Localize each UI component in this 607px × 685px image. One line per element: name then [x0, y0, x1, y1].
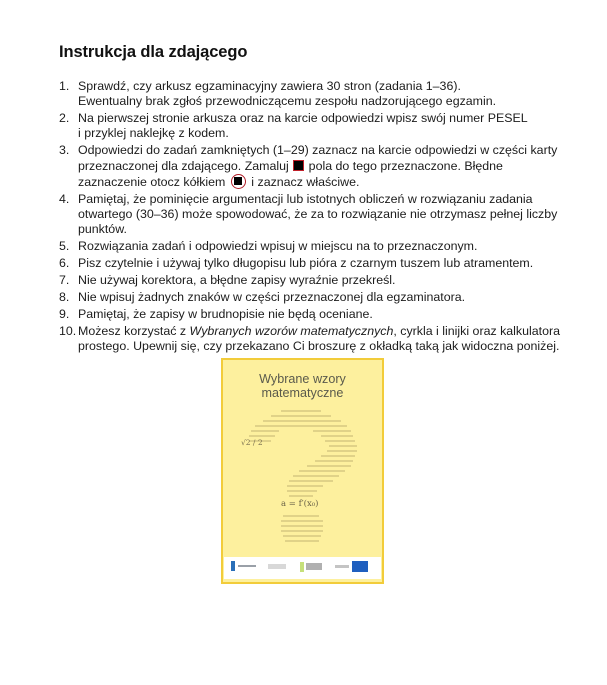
question-mark-formula-art: [241, 403, 366, 553]
instruction-item: [59, 307, 559, 322]
item-text: Pamiętaj, że pominięcie argumentacji lub istotnych obliczeń w rozwiązaniu zadania: [78, 191, 533, 206]
item-text: Możesz korzystać z: [78, 323, 190, 338]
instruction-item: [59, 79, 559, 110]
instruction-item: [59, 324, 559, 355]
instruction-item: [59, 111, 559, 142]
item-text: Na pierwszej stronie arkusza oraz na karcie odpowiedzi wpisz swój numer PESEL: [78, 111, 528, 126]
instruction-item: [59, 256, 559, 271]
item-text: i zaznacz właściwe.: [251, 174, 360, 189]
item-text: punktów.: [78, 222, 127, 237]
eu-flag-icon: [352, 561, 368, 572]
item-text: Ewentualny brak zgłoś przewodniczącemu zespołu nadzorującego egzamin.: [78, 94, 497, 109]
item-number: 4.: [59, 191, 70, 206]
logo-text-mark: [238, 565, 256, 567]
item-text: pola do tego przeznaczone. Błędne: [308, 158, 503, 173]
formula-frac: √2 / 2: [241, 438, 263, 447]
item-text: , cyrkla i linijki oraz kalkulatora: [393, 323, 561, 338]
filled-square-icon: [293, 160, 304, 171]
instruction-list: [59, 79, 559, 356]
item-number: 5.: [59, 239, 70, 254]
item-text: otwartego (30–36) może spowodować, że za to rozwiązanie nie otrzymasz pełnej liczby: [78, 207, 558, 222]
instruction-item: [59, 239, 559, 254]
circled-square-icon: [231, 174, 246, 189]
booklet-title-line: Wybrane wzory: [259, 372, 346, 386]
item-text: Nie używaj korektora, a błędne zapisy wyraźnie przekreśl.: [78, 273, 396, 288]
item-number: 10.: [59, 323, 77, 338]
instruction-item: [59, 192, 559, 238]
item-text: Odpowiedzi do zadań zamkniętych (1–29) zaznacz na karcie odpowiedzi w części karty: [78, 143, 558, 158]
item-text: zaznaczenie otocz kółkiem: [78, 174, 226, 189]
booklet-title-line: matematyczne: [261, 385, 344, 400]
item-text: Rozwiązania zadań i odpowiedzi wpisuj w miejscu na to przeznaczonym.: [78, 239, 478, 254]
logo-text-mark: [306, 563, 322, 570]
item-text: przeznaczonej dla zdającego. Zamaluj: [78, 158, 289, 173]
booklet-title: [223, 373, 382, 400]
logo-icon: [300, 562, 304, 572]
formula-scribbles: [249, 411, 357, 541]
item-number: 9.: [59, 306, 70, 321]
page-title: Instrukcja dla zdającego: [59, 43, 248, 61]
formula-booklet-cover: [221, 358, 384, 584]
logo-icon: [231, 561, 235, 571]
item-number: 2.: [59, 111, 70, 126]
item-text: Pamiętaj, że zapisy w brudnopisie nie będą oceniane.: [78, 306, 373, 321]
item-number: 8.: [59, 290, 70, 305]
instruction-item: [59, 273, 559, 288]
item-text: i przyklej naklejkę z kodem.: [78, 126, 229, 141]
booklet-footer-logos: [224, 557, 381, 579]
logo-text-mark: [268, 564, 286, 569]
item-text-line: [78, 159, 559, 174]
booklet-name-italic: Wybranych wzorów matematycznych: [189, 323, 394, 338]
item-number: 7.: [59, 273, 70, 288]
item-number: 6.: [59, 256, 70, 271]
item-number: 1.: [59, 79, 70, 93]
item-number: 3.: [59, 143, 70, 158]
formula-main: a = f′(x₀): [281, 499, 319, 509]
logo-text-mark: [335, 565, 349, 568]
item-text: Sprawdź, czy arkusz egzaminacyjny zawiera 30 stron (zadania 1–36).: [78, 79, 461, 93]
item-text: Pisz czytelnie i używaj tylko długopisu lub pióra z czarnym tuszem lub atramentem.: [78, 256, 534, 271]
item-text: Nie wpisuj żadnych znaków w części przeznaczonej dla egzaminatora.: [78, 290, 466, 305]
item-text-line: [78, 324, 560, 339]
instruction-item: [59, 143, 559, 190]
instruction-item: [59, 290, 559, 305]
item-text: prostego. Upewnij się, czy przekazano Ci broszurę z okładką taką jak widoczna poniżej.: [78, 339, 560, 354]
item-text-line: [78, 174, 559, 190]
